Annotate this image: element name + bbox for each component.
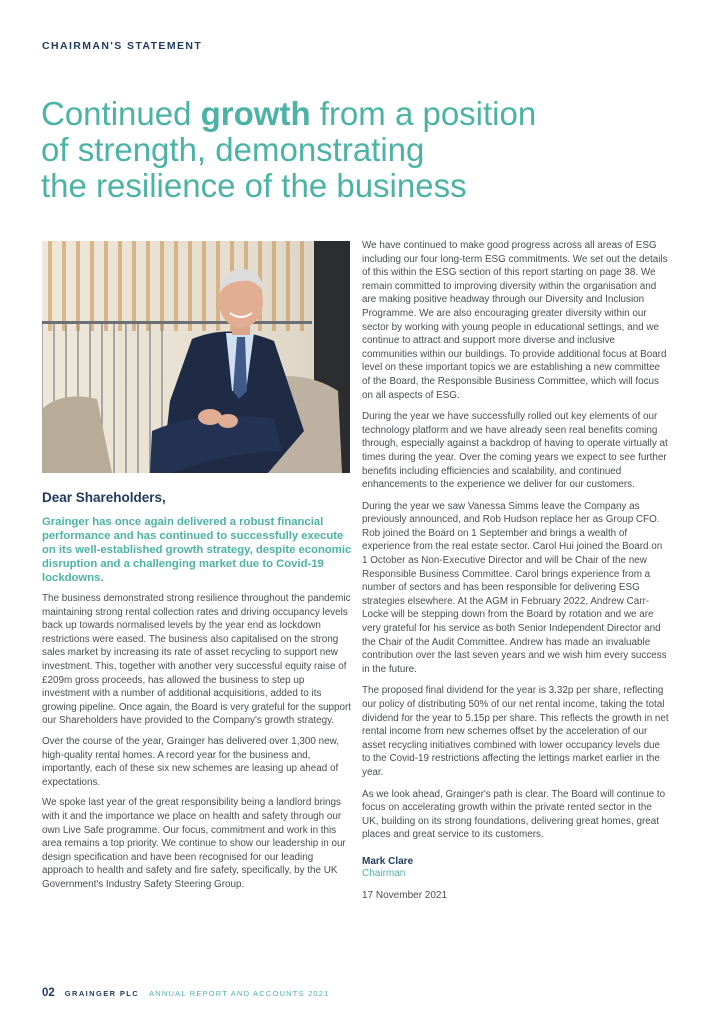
- signature-title: Chairman: [362, 867, 406, 879]
- body-paragraph: The business demonstrated strong resilience throughout the pandemic maintaining strong rental collection rates and driving occupancy levels back up towards normalised levels by the year end as lockdown restrictions were eased. The business also capitalised on the strong sales market by increasing its rate of asset recycling to support new investment. This, together with another very successful equity raise of £209m gross proceeds, has allowed the business to step up investment with a number of additional acquisitions, added to its growing pipeline. Once again, the Board is very grateful for the support our Shareholders have provided to the Company's growth strategy.: [42, 593, 352, 727]
- chairman-photo: [42, 241, 350, 473]
- body-paragraph: As we look ahead, Grainger's path is clear. The Board will continue to focus on accelerating growth within the private rented sector in the UK, building on its strong foundations, delivering great homes, great places and great service to its customers.: [362, 788, 666, 841]
- body-paragraph: We have continued to make good progress across all areas of ESG including our four long-term ESG commitments. We set out the details of this within the ESG section of this report starting on page 38. We remain committed to improving diversity within the organisation and are making positive headway through our Diversity and Inclusion Programme. We are also encouraging greater diversity within our sector by working with young people in educational settings, and we continue to attract and support more diverse and inclusive communities within our buildings. To provide additional focus at Board level on these important topics we are establishing a new committee of the Board, the Responsible Business Committee, which will focus on all aspects of ESG.: [362, 240, 668, 401]
- body-paragraph: During the year we have successfully rolled out key elements of our technology platform and we have already seen real benefits coming through, especially against a backdrop of having to operate virtually at times during the year. Over the coming years we expect to see further benefits including efficiencies and scalability, and continued enhancements to the experience we deliver for our customers.: [362, 411, 668, 491]
- right-column: [362, 239, 670, 901]
- signature-name: Mark Clare: [362, 855, 414, 867]
- signature-date: 17 November 2021: [362, 889, 448, 901]
- body-paragraph: The proposed final dividend for the year is 3.32p per share, reflecting our policy of distributing 50% of our net rental income, taking the total dividend for the year to 5.15p per share. This reflects the growth in net rental income from new schemes offset by the acceleration of our asset recycling initiatives combined with lower occupancy levels due to the Covid-19 restrictions affecting the lettings market earlier in the year.: [362, 685, 669, 778]
- greeting: Dear Shareholders,: [42, 490, 166, 505]
- left-column: [42, 490, 352, 898]
- lead-paragraph: Grainger has once again delivered a robust financial performance and has continued to successfully execute on its well-established growth strategy, despite economic disruption and a challenging market due to Covid-19 lockdowns.: [42, 516, 352, 584]
- footer-report-title: ANNUAL REPORT AND ACCOUNTS 2021: [149, 989, 330, 998]
- body-paragraph: We spoke last year of the great responsibility being a landlord brings with it and the importance we place on health and safety through our own Live Safe programme. Our focus, commitment and work in this area remains a top priority. We continue to show our leadership in our design specification and have been recognised for our leading approach to health and safety and fire safety, specifically, by the UK Government's Industry Safety Steering Group.: [42, 797, 346, 890]
- footer-brand: GRAINGER PLC: [64, 989, 140, 998]
- body-paragraph: Over the course of the year, Grainger has delivered over 1,300 new, high-quality rental homes. A record year for the business and, importantly, each of these six new schemes are leasing up ahead of expectations.: [42, 735, 339, 788]
- page-headline: Continued growth from a position of strength, demonstrating the resilience of the business: [41, 95, 537, 204]
- chairman-photo-illustration: [42, 241, 350, 473]
- page-footer: [42, 987, 330, 999]
- body-paragraph: During the year we saw Vanessa Simms leave the Company as previously announced, and Rob Hudson replace her as Group CFO. Rob joined the Board on 1 September and brings a wealth of experience from the real estate sector. Carol Hui joined the Board on 1 October as Non-Executive Director and will be Chair of the new Responsible Business Committee. Carol brings experience from a number of sectors and has been responsible for delivering ESG strategies elsewhere. At the AGM in February 2022, Andrew Carr-Locke will be stepping down from the Board by rotation and we are very grateful for his service as both Senior Independent Director and the Chair of the Audit Committee. Andrew has made an invaluable contribution over the last seven years and we wish him every success in the future.: [362, 500, 667, 675]
- page-number: 02: [42, 987, 55, 999]
- section-label: CHAIRMAN'S STATEMENT: [42, 40, 203, 52]
